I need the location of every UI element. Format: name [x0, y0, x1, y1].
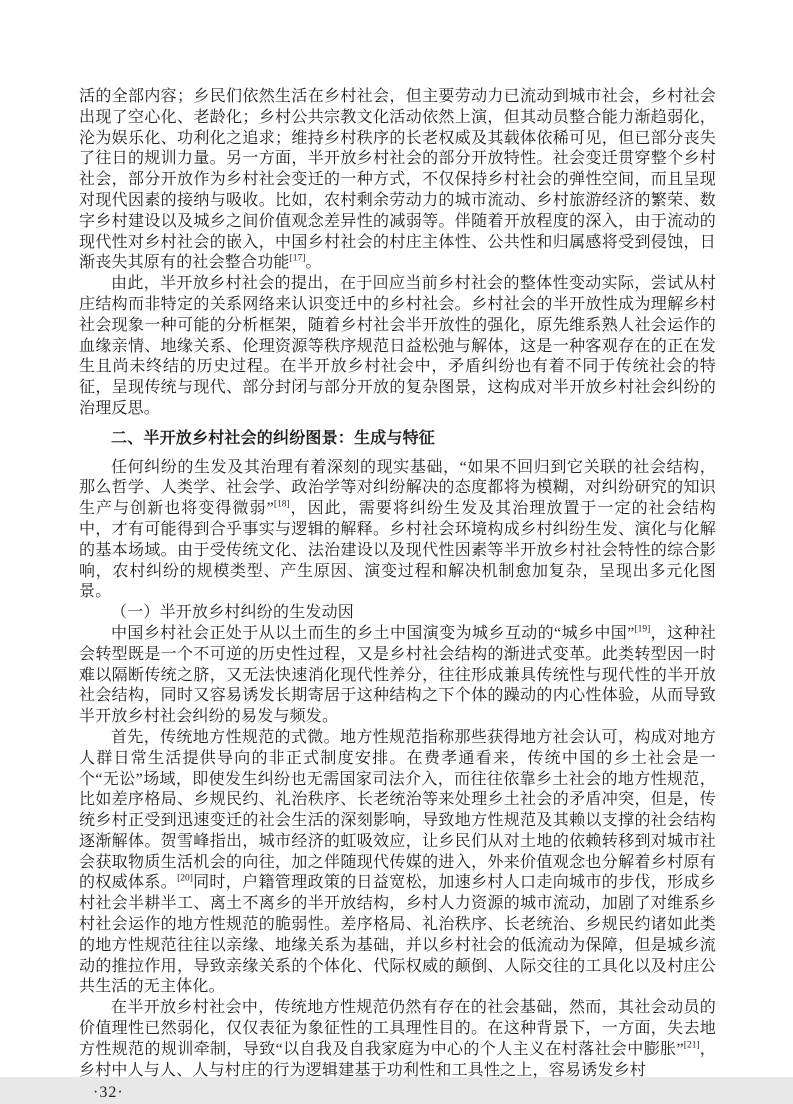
text-run: ，因此，需要将纠纷生发及其治理放置于一定的社会结构中，才有可能得到合乎事实与逻辑的解释。乡村社会环境构成乡村纠纷生发、演化与化解的基本场域。由于受传统文化、法治建设以及现代性因素等半开放乡村社会特性的综合影响，农村纠纷的规模类型、产生原因、演变过程和解决机制愈加复杂，呈现出多元化图景。 — [79, 500, 716, 601]
paragraph-jiazhi-lixing — [79, 998, 716, 1081]
section-heading-2 — [79, 429, 716, 450]
text-run: 由此，半开放乡村社会的提出，在于回应当前乡村社会的整体性变动实际，尝试从村庄结构而非特定的关系网络来认识变迁中的乡村社会。乡村社会的半开放性成为理解乡村社会现象一种可能的分析框架，随着乡村社会半开放性的强化，原先维系熟人社会运作的血缘亲情、地缘关系、伦理资源等秩序规范日益松弛与解体，这是一种客观存在的正在发生且尚未终结的历史过程。在半开放乡村社会中，矛盾纠纷也有着不同于传统社会的特征，呈现传统与现代、部分封闭与部分开放的复杂图景，这构成对半开放乡村社会纠纷的治理反思。 — [79, 275, 716, 417]
paragraph-youci — [79, 274, 716, 420]
text-run: 首先，传统地方性规范的式微。地方性规范指称那些获得地方社会认可，构成对地方人群日常生活提供导向的非正式制度安排。在费孝通看来，传统中国的乡土社会是一个“无讼”场域，即使发生纠纷也无需国家司法介入，而往往依靠乡土社会的地方性规范，比如差序格局、乡规民约、礼治秩序、长老统治等来处理乡土社会的矛盾冲突，但是，传统乡村正受到迅速变迁的社会生活的深刻影响，导致地方性规范及其赖以支撑的社会结构逐渐解体。贺雪峰指出，城市经济的虹吸效应，让乡民们从对土地的依赖转移到对城市社会获取物质生活机会的向往，加之伴随现代传媒的进入，外来价值观念也分解着乡村原有的权威体系。 — [79, 728, 716, 892]
subsection-heading-2-1 — [79, 603, 716, 624]
paragraph-difangxing-guifan — [79, 728, 716, 998]
paragraph-chengxiang-zhongguo — [79, 624, 716, 728]
citation-ref: [18] — [273, 499, 290, 510]
text-run: 同时，户籍管理政策的日益宽松，加速乡村人口走向城市的步伐，形成乡村社会半耕半工、离土不离乡的半开放结构，乡村人力资源的城市流动，加剧了对维系乡村社会运作的地方性规范的脆弱性。差序格局、礼治秩序、长老统治、乡规民约诸如此类的地方性规范往往以亲缘、地缘关系为基础，并以乡村社会的低流动为保障，但是城乡流动的推拉作用，导致亲缘关系的个体化、代际权威的颠倒、人际交往的工具化以及村庄公共生活的无主体化。 — [79, 874, 717, 996]
text-run: 任何纠纷的生发及其治理有着深刻的现实基础，“如果不回归到它关联的社会结构，那么哲学、人类学、社会学、政治学等对纠纷解决的态度都将为模糊，对纠纷研究的知识生产与创新也将变得微弱” — [79, 458, 716, 518]
citation-ref: [17] — [289, 254, 306, 265]
text-run: 中国乡村社会正处于从以土而生的乡土中国演变为城乡互动的“城乡中国” — [111, 624, 635, 642]
paragraph-continued-from-previous-page — [79, 87, 716, 274]
citation-ref: [20] — [177, 874, 193, 885]
text-run: 活的全部内容；乡民们依然生活在乡村社会，但主要劳动力已流动到城市社会，乡村社会出现了空心化、老龄化；乡村公共宗教文化活动依然上演，但其动员整合能力渐趋弱化，沦为娱乐化、功利化之追求；维持乡村秩序的长老权威及其载体依稀可见，但已部分丧失了往日的规训力量。另一方面，半开放乡村社会的部分开放特性。社会变迁贯穿整个乡村社会，部分开放作为乡村社会变迁的一种方式，不仅保持乡村社会的弹性空间，而且呈现对现代因素的接纳与吸收。比如，农村剩余劳动力的城市流动、乡村旅游经济的繁荣、数字乡村建设以及城乡之间价值观念差异性的减弱等。伴随着开放程度的深入，由于流动的现代性对乡村社会的嵌入，中国乡村社会的村庄主体性、公共性和归属感将受到侵蚀，日渐丧失其原有的社会整合功能 — [79, 88, 716, 272]
text-run: （一）半开放乡村纠纷的生发动因 — [111, 604, 355, 622]
citation-ref: [19] — [634, 624, 651, 635]
text-run: 二、半开放乡村社会的纠纷图景：生成与特征 — [111, 429, 436, 447]
document-body — [79, 87, 716, 1104]
text-run: ，乡村中人与人、人与村庄的行为逻辑建基于功利性和工具性之上，容易诱发乡村 — [79, 1040, 716, 1079]
page-number: ·32· — [93, 1084, 124, 1102]
text-run: 。 — [305, 254, 322, 272]
text-run: 在半开放乡村社会中，传统地方性规范仍然有存在的社会基础，然而，其社会动员的价值理性已然弱化，仅仅表征为象征性的工具理性目的。在这种背景下，一方面，失去地方性规范的规训牵制，导致“以自我及自我家庭为中心的个人主义在村落社会中膨胀” — [79, 999, 716, 1058]
text-run: ，这种社会转型既是一个不可逆的历史性过程，又是乡村社会结构的渐进式变革。此类转型因一时难以隔断传统之脐，又无法快速消化现代性养分，往往形成兼具传统性与现代性的半开放社会结构，同时又容易诱发长期寄居于这种结构之下个体的躁动的内心性体验，从而导致半开放乡村社会纠纷的易发与频发。 — [79, 624, 716, 726]
citation-ref: [21] — [683, 1040, 700, 1051]
paragraph-renhe-jiufen — [79, 458, 716, 604]
